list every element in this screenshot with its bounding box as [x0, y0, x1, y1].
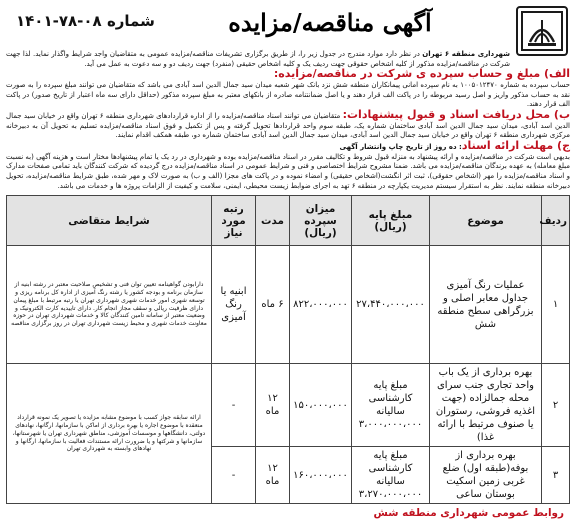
notice-number-value: ۱۴۰۱-۷۸-۰۸	[16, 12, 102, 30]
section-b	[6, 107, 571, 141]
row-duration: ۶ ماه	[256, 246, 290, 364]
row-index: ۲	[542, 364, 570, 447]
table-row	[7, 246, 570, 364]
row-rank: ابنیه یا رنگ آمیزی	[212, 246, 256, 364]
section-c	[6, 138, 570, 191]
row-index: ۱	[542, 246, 570, 364]
row-rank: -	[212, 364, 256, 447]
emblem-icon	[520, 10, 564, 52]
section-a	[6, 69, 570, 110]
row-duration: ۱۲ ماه	[256, 447, 290, 504]
intro-text: در نظر دارد موارد مندرج در جدول زیر را، از طریق برگزاری تشریفات مناقصه/مزایده عمومی به متقاضیان واجد شرایط واگذار نماید. لذا جهت شرکت در مناقصه/مزایده مذکور از کلیه اشخاص حقوقی جهت ردیف یک و کلیه اشخاص حقیقی (منفرد) جهت ردیف دو و سه دعوت به عمل می آید.	[6, 50, 510, 68]
section-c-title: ج) مهلت ارائه اسناد	[461, 138, 570, 152]
row-deposit: ۸۲۲،۰۰۰،۰۰۰	[290, 246, 352, 364]
header-cell: مدت	[256, 196, 290, 246]
header-cell: شرایط متقاضی	[7, 196, 212, 246]
row-base-amount: مبلغ پایه کارشناسی سالیانه ۳،۰۰۰،۰۰۰،۰۰۰	[352, 364, 430, 447]
notice-number	[16, 12, 155, 30]
table-header-row	[7, 196, 570, 246]
row-deposit: ۱۵۰،۰۰۰،۰۰۰	[290, 364, 352, 447]
header-cell: میزان سپرده (ریال)	[290, 196, 352, 246]
header-cell: مبلغ پایه (ریال)	[352, 196, 430, 246]
section-c-body: بدیهی است شرکت در مناقصه/مزایده و ارائه پیشنهاد به منزله قبول شروط و تکالیف مقرر در اسناد مناقصه/مزایده بوده و شهرداری در رد یک یا تمام پیشنهادها مختار است و هزینه آگهی (به نسبت مبلغ معامله) به عهده برندگان مناقصه/مزایده می باشد. ضمنا مشروح شرایط اختصاصی و فنی و شرایط عمومی در اسناد مناقصه/مزایده درج گردیده که شرکت کنندگان باید تمامی صفحات مدارک و اسناد مناقصه/مزایده را مهر (اشخاص حقوقی)، ثبت اثر انگشت(اشخاص حقیقی) و امضاء نموده و در پاکت های مجزا (الف و ب) به صورت لاک و مهر شده، طبق شرایط مناقصه/مزایده، تحویل دبیرخانه منطقه نمایند. نظر به استقرار سیستم مدیریت یکپارچه در منطقه ۶ تهد به اجرای ضوابط زیست محیطی، ایمنی، سلامت و کیفیت از الزامات پروژه ها و خدمات می باشد.	[6, 152, 570, 190]
public-relations-footer: روابط عمومی شهرداری منطقه شش	[373, 507, 564, 519]
section-a-title: الف) مبلغ و حساب سپرده ی شرکت در مناقصه/مزایده:	[273, 67, 570, 81]
row-rank: -	[212, 447, 256, 504]
tender-table	[6, 195, 570, 504]
row-duration: ۱۲ ماه	[256, 364, 290, 447]
table-row	[7, 364, 570, 447]
row-conditions: دارابودن گواهینامه تعیین توان فنی و تشخیص صلاحیت معتبر در رشته ابنیه از سازمان برنامه و بودجه کشور یا رشته رنگ آمیزی از اداره کل برنامه ریزی و توسعه شهری امور خدمات شهری شهرداری تهران یا رتبه مرتبط با مبلغ پیمان دارای ظرفیت ریالی و سقف مجاز انجام کار. دارای تاییدیه کارت الکترونیک و وضعیت معتبر از سامانه تامین کنندگان کالا و خدمات شهرداری تهران در حوزه معاونت خدمات شهری و محیط زیست شهرداری تهران در روز برگزاری مناقصه	[7, 246, 212, 364]
section-a-text: حساب سپرده به شماره ۱۰۰۵۰۱۲۴۷۰ به نام سپرده امانی پیمانکاران منطقه شش نزد بانک شهر شعبه میدان سید جمال الدین اسد آبادی می باشد که متقاضیان می توانند مبلغ سپرده را به صورت نقد به حساب مذکور واریز و اصل رسید مربوطه را در پاکت الف قرار دهند و یا اصل ضمانتنامه صادره از بانکهای معتبر به مبلغ سپرده مذکور (حداقل دارای سه ماه اعتبار از تاریخ صدور) در پاکت الف قرار دهند.	[6, 80, 570, 109]
header-cell: موضوع	[430, 196, 542, 246]
section-b-text: متقاضیان می توانند اسناد مناقصه/مزایده را از اداره قراردادهای شهرداری منطقه ۶ تهران واقع در خیابان سید جمال الدین اسد آبادی، میدان سید جمال الدین اسد آبادی ساختمان شماره یک، طبقه سوم واحد قراردادها تحویل گرفته و پس از تکمیل و فوق اسناد مناقصه/مزایده تسلیم به تحویل آن به دبیرخانه مرکزی شهرداری منطقه ۶ تهران واقع در خیابان سید جمال الدین اسد آبادی، میدان سید جمال الدین اسد آبادی ساختمان شماره دو، طبقه همکف اقدام نمایند.	[6, 111, 570, 140]
row-conditions: ارائه سابقه جواز کسب با موضوع مشابه مزایده یا تصویر یک نمونه قرارداد منعقده با موضوع اجاره یا بهره برداری از اماکن با سازمانها، ارگانها، نهادهای دولتی، دانشگاهها و موسسات آموزشی، مناطق شهرداری تهران یا شهرستانها، سازمانها و شرکتها و یا ضرورت ارائه مستندات فعالیت با سازمانها، ارگانها و نهادهای وابسته به شهرداری تهران	[7, 364, 212, 504]
notice-number-label: شماره	[106, 12, 155, 30]
row-base-amount: ۲۷،۴۴۰،۰۰۰،۰۰۰	[352, 246, 430, 364]
notice-header	[6, 4, 570, 56]
row-subject: عملیات رنگ آمیزی جداول معابر اصلی و بزرگراهی سطح منطقه شش	[430, 246, 542, 364]
row-deposit: ۱۶۰،۰۰۰،۰۰۰	[290, 447, 352, 504]
section-c-text: : ده روز از تاریخ چاپ وانتشار آگهی	[339, 142, 462, 151]
row-base-amount: مبلغ پایه کارشناسی سالیانه ۳،۲۷۰،۰۰۰،۰۰۰	[352, 447, 430, 504]
header-cell: ردیف	[542, 196, 570, 246]
header-cell: رتبه مورد نیاز	[212, 196, 256, 246]
row-subject: بهره برداری از یک باب واحد تجاری جنب سرای محله جمالزاده (جهت اغذیه فروشی، رستوران یا صنوف مرتبط با ارائه غذا)	[430, 364, 542, 447]
tehran-municipality-logo	[516, 6, 568, 56]
row-index: ۳	[542, 447, 570, 504]
section-b-title: ب) محل دریافت اسناد و قبول پیشنهادات:	[342, 107, 571, 121]
row-subject: بهره برداری از بوفه(طبقه اول) ضلع غربی زمین اسکیت بوستان ساعی	[430, 447, 542, 504]
intro-org: شهرداری منطقه ۶ تهران	[422, 50, 511, 58]
notice-title: آگهی مناقصه/مزایده	[228, 8, 432, 37]
